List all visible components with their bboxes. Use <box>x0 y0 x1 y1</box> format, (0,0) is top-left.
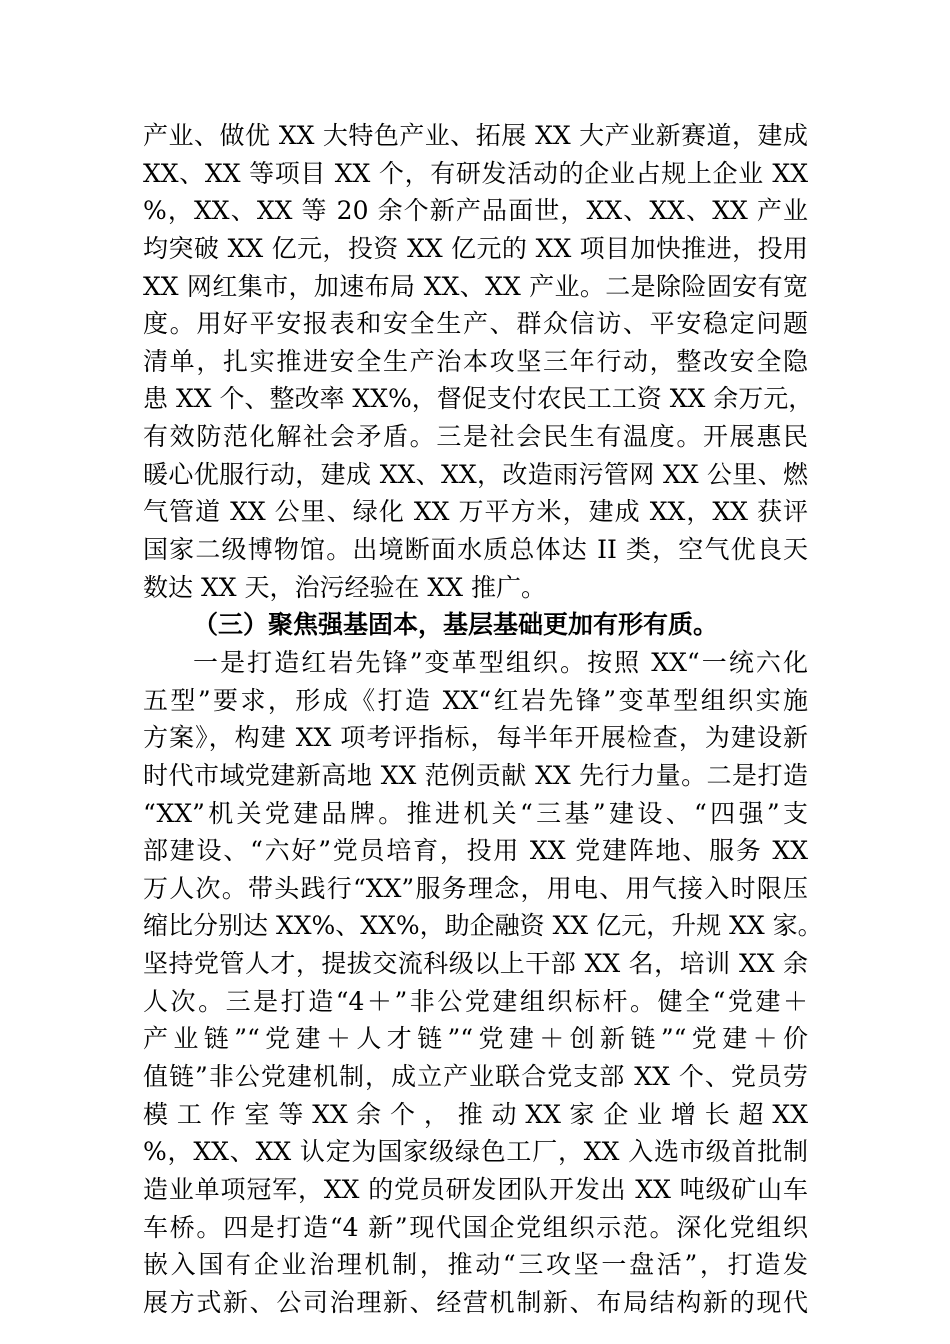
document-body <box>143 117 823 1322</box>
text-line: 万人次。带头践行“XX”服务理念，用电、用气接入时限压 <box>143 873 808 903</box>
text-line: 时代市域党建新高地 XX 范例贡献 XX 先行力量。二是打造 <box>143 760 808 790</box>
text-line: %，XX、XX 等 20 余个新产品面世，XX、XX、XX 产业 <box>143 196 808 226</box>
text-line: 模 工 作 室 等 XX 余 个 ， 推 动 XX 家 企 业 增 长 超 XX <box>143 1099 808 1129</box>
text-line: 展方式新、公司治理新、经营机制新、布局结构新的现代 <box>143 1287 808 1317</box>
text-line: 缩比分别达 XX%、XX%，助企融资 XX 亿元，升规 XX 家。 <box>143 911 823 941</box>
text-line: 度。用好平安报表和安全生产、群众信访、平安稳定问题 <box>143 309 808 339</box>
text-line: 造业单项冠军，XX 的党员研发团队开发出 XX 吨级矿山车 <box>143 1174 808 1204</box>
text-line: 值链”非公党建机制，成立产业联合党支部 XX 个、党员劳 <box>143 1062 808 1092</box>
text-line: XX、XX 等项目 XX 个，有研发活动的企业占规上企业 XX <box>143 158 808 188</box>
text-line: 产业、做优 XX 大特色产业、拓展 XX 大产业新赛道，建成 <box>143 121 808 150</box>
text-line: 五型”要求，形成《打造 XX“红岩先锋”变革型组织实施 <box>143 685 808 715</box>
text-line: 清单，扎实推进安全生产治本攻坚三年行动，整改安全隐 <box>143 346 808 376</box>
text-line: 坚持党管人才，提拔交流科级以上干部 XX 名，培训 XX 余 <box>143 949 808 979</box>
text-line: 有效防范化解社会矛盾。三是社会民生有温度。开展惠民 <box>143 422 808 452</box>
text-line: 暖心优服行动，建成 XX、XX，改造雨污管网 XX 公里、燃 <box>143 459 808 489</box>
text-line: 气管道 XX 公里、绿化 XX 万平方米，建成 XX，XX 获评 <box>143 497 808 527</box>
text-line: 人次。三是打造“4＋”非公党建组织标杆。健全“党建＋ <box>143 986 808 1016</box>
text-line: 车桥。四是打造“4 新”现代国企党组织示范。深化党组织 <box>143 1212 808 1242</box>
text-line: 产业链”“党建＋人才链”“党建＋创新链”“党建＋价 <box>143 1024 808 1054</box>
text-line: 国家二级博物馆。出境断面水质总体达 II 类，空气优良天 <box>143 535 808 565</box>
text-line: 均突破 XX 亿元，投资 XX 亿元的 XX 项目加快推进，投用 <box>143 233 808 263</box>
text-line: 数达 XX 天，治污经验在 XX 推广。 <box>143 572 546 602</box>
text-line: 一是打造红岩先锋”变革型组织。按照 XX“一统六化 <box>193 647 808 677</box>
text-line: 嵌入国有企业治理机制，推动“三攻坚一盘活”，打造发 <box>143 1250 808 1280</box>
text-line: 患 XX 个、整改率 XX%，督促支付农民工工资 XX 余万元， <box>143 384 814 414</box>
text-line: “XX”机关党建品牌。推进机关“三基”建设、“四强”支 <box>143 798 808 828</box>
text-line: 部建设、“六好”党员培育，投用 XX 党建阵地、服务 XX <box>143 836 808 866</box>
text-line: XX 网红集市，加速布局 XX、XX 产业。二是除险固安有宽 <box>143 271 808 301</box>
section-heading: （三）聚焦强基固本，基层基础更加有形有质。 <box>193 610 719 640</box>
text-line: %，XX、XX 认定为国家级绿色工厂，XX 入选市级首批制 <box>143 1137 808 1167</box>
text-line: 方案》，构建 XX 项考评指标，每半年开展检查，为建设新 <box>143 723 808 753</box>
